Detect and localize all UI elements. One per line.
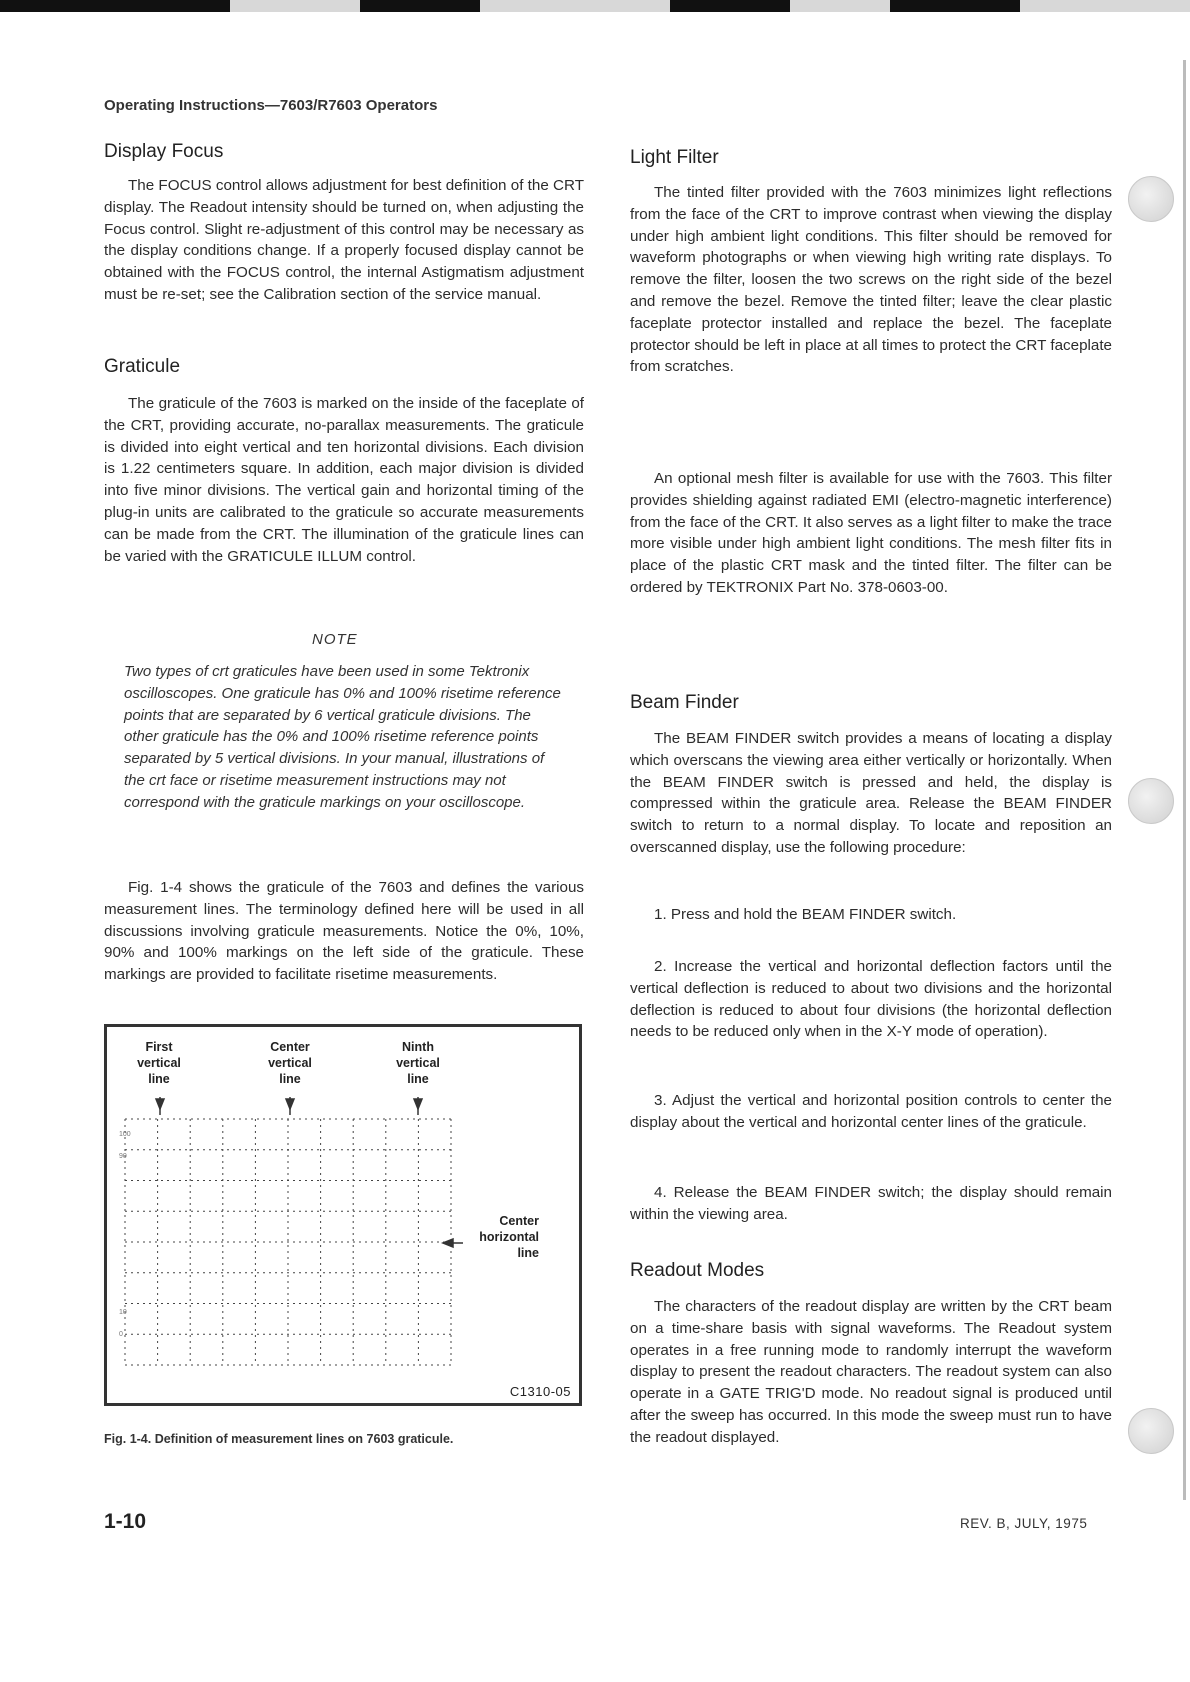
beam-finder-step-3: 3. Adjust the vertical and horizontal position controls to center the display about the vertical and horizontal center lines of the graticule. [630,1092,1112,1131]
light-filter-text-1: The tinted filter provided with the 7603 minimizes light reflections from the face of the CRT to improve contrast when viewing the display under high ambient light conditions. This filter should be removed for waveform photographs or when viewing high writing rate displays. To remove the filter, loosen the two screws on the right side of the bezel and remove the bezel. Remove the tinted filter; leave the clear plastic faceplate protector installed and replace the bezel. The faceplate protector should be left in place at all times to protect the CRT faceplate from scratches. [630,184,1112,376]
punch-hole [1128,778,1174,824]
display-focus-text: The FOCUS control allows adjustment for best definition of the CRT display. The Readout intensity should be turned on, when adjusting the Focus control. Slight re-adjustment of this control may be necessary as the display conditions change. If a properly focused display cannot be obtained with the FOCUS control, the internal Astigmatism adjustment must be re-set; see the Calibration section of the service manual. [104,177,584,303]
beam-finder-step-1: 1. Press and hold the BEAM FINDER switch. [654,906,957,923]
section-title-readout-modes: Readout Modes [630,1260,765,1281]
section-title-beam-finder: Beam Finder [630,692,739,713]
graticule-text: The graticule of the 7603 is marked on the inside of the faceplate of the CRT, providing accurate, no-parallax measurements. The graticule is divided into eight vertical and ten horizontal divisions. Each division is 1.22 centimeters square. In addition, each major division is divided into five minor divisions. The vertical gain and horizontal timing of the plug-in units are calibrated to the graticule so accurate measurements can be made from the CRT. The illumination of the graticule lines can be varied with the GRATICULE ILLUM control. [104,395,584,565]
scan-top-edge [0,0,1190,12]
figure-caption: Fig. 1-4. Definition of measurement lines on 7603 graticule. [104,1432,454,1446]
figure-description-text: Fig. 1-4 shows the graticule of the 7603 and defines the various measurement lines. The terminology defined here will be used in all discussions involving graticule measurements. Notice the 0%, 10%, 90% and 100% markings on the left side of the graticule. These markings are provided to facilitate risetime measurements. [104,879,584,984]
center-vertical-line-label: Center vertical line [268,1040,312,1086]
binder-edge [1183,60,1186,1500]
mark-100: 100 [119,1131,131,1138]
section-title-display-focus: Display Focus [104,141,224,162]
mark-0: 0 [119,1331,123,1338]
note-text: Two types of crt graticules have been used in some Tektronix oscilloscopes. One graticule has 0% and 100% risetime reference points that are separated by 6 vertical graticule divisions. The other graticule has the 0% and 100% risetime reference points separated by 5 vertical divisions. In your manual, illustrations of the crt face or risetime measurement instructions may not correspond with the graticule markings on your oscilloscope. [124,663,561,811]
graticule-figure [104,1024,582,1406]
punch-hole [1128,176,1174,222]
mark-10: 10 [119,1309,127,1316]
center-horizontal-line-label: Center horizontal line [479,1214,539,1260]
note-title: NOTE [312,631,358,648]
light-filter-text-2: An optional mesh filter is available for use with the 7603. This filter provides shielding against radiated EMI (electro-magnetic interference) from the face of the CRT. It also serves as a light filter to make the trace more visible under high ambient light conditions. The mesh filter fits in place of the plastic CRT mask and the tinted filter. The filter can be ordered by TEKTRONIX Part No. 378-0603-00. [630,470,1112,596]
running-header: Operating Instructions—7603/R7603 Operators [104,97,438,114]
readout-modes-text: The characters of the readout display are written by the CRT beam on a time-share basis with signal waveforms. The Readout system operates in a free running mode to randomly interrupt the waveform display to present the readout characters. The readout system can also operate in a GATE TRIG'D mode. No readout signal is produced until after the sweep has occurred. In this mode the sweep must run to have the readout displayed. [630,1298,1112,1446]
mark-90: 90 [119,1153,127,1160]
section-title-graticule: Graticule [104,356,181,377]
punch-hole [1128,1408,1174,1454]
figure-id: C1310-05 [509,1384,571,1399]
section-title-light-filter: Light Filter [630,147,719,168]
beam-finder-step-4: 4. Release the BEAM FINDER switch; the display should remain within the viewing area. [630,1184,1112,1223]
page-number: 1-10 [104,1510,147,1533]
beam-finder-step-2: 2. Increase the vertical and horizontal deflection factors until the vertical deflection is reduced to about two divisions and the horizontal deflection is reduced to about four divisions (the horizontal deflection needs to be reduced only when in the X-Y mode of operation). [630,958,1112,1041]
first-vertical-line-label: First vertical line [137,1040,181,1086]
ninth-vertical-line-label: Ninth vertical line [396,1040,440,1086]
revision-date: REV. B, JULY, 1975 [960,1516,1088,1531]
beam-finder-text: The BEAM FINDER switch provides a means of locating a display which overscans the viewing area either vertically or horizontally. When the BEAM FINDER switch is pressed and held, the display is compressed within the graticule area. Release the BEAM FINDER switch to return to a normal display. To locate and reposition an overscanned display, use the following procedure: [630,730,1112,856]
